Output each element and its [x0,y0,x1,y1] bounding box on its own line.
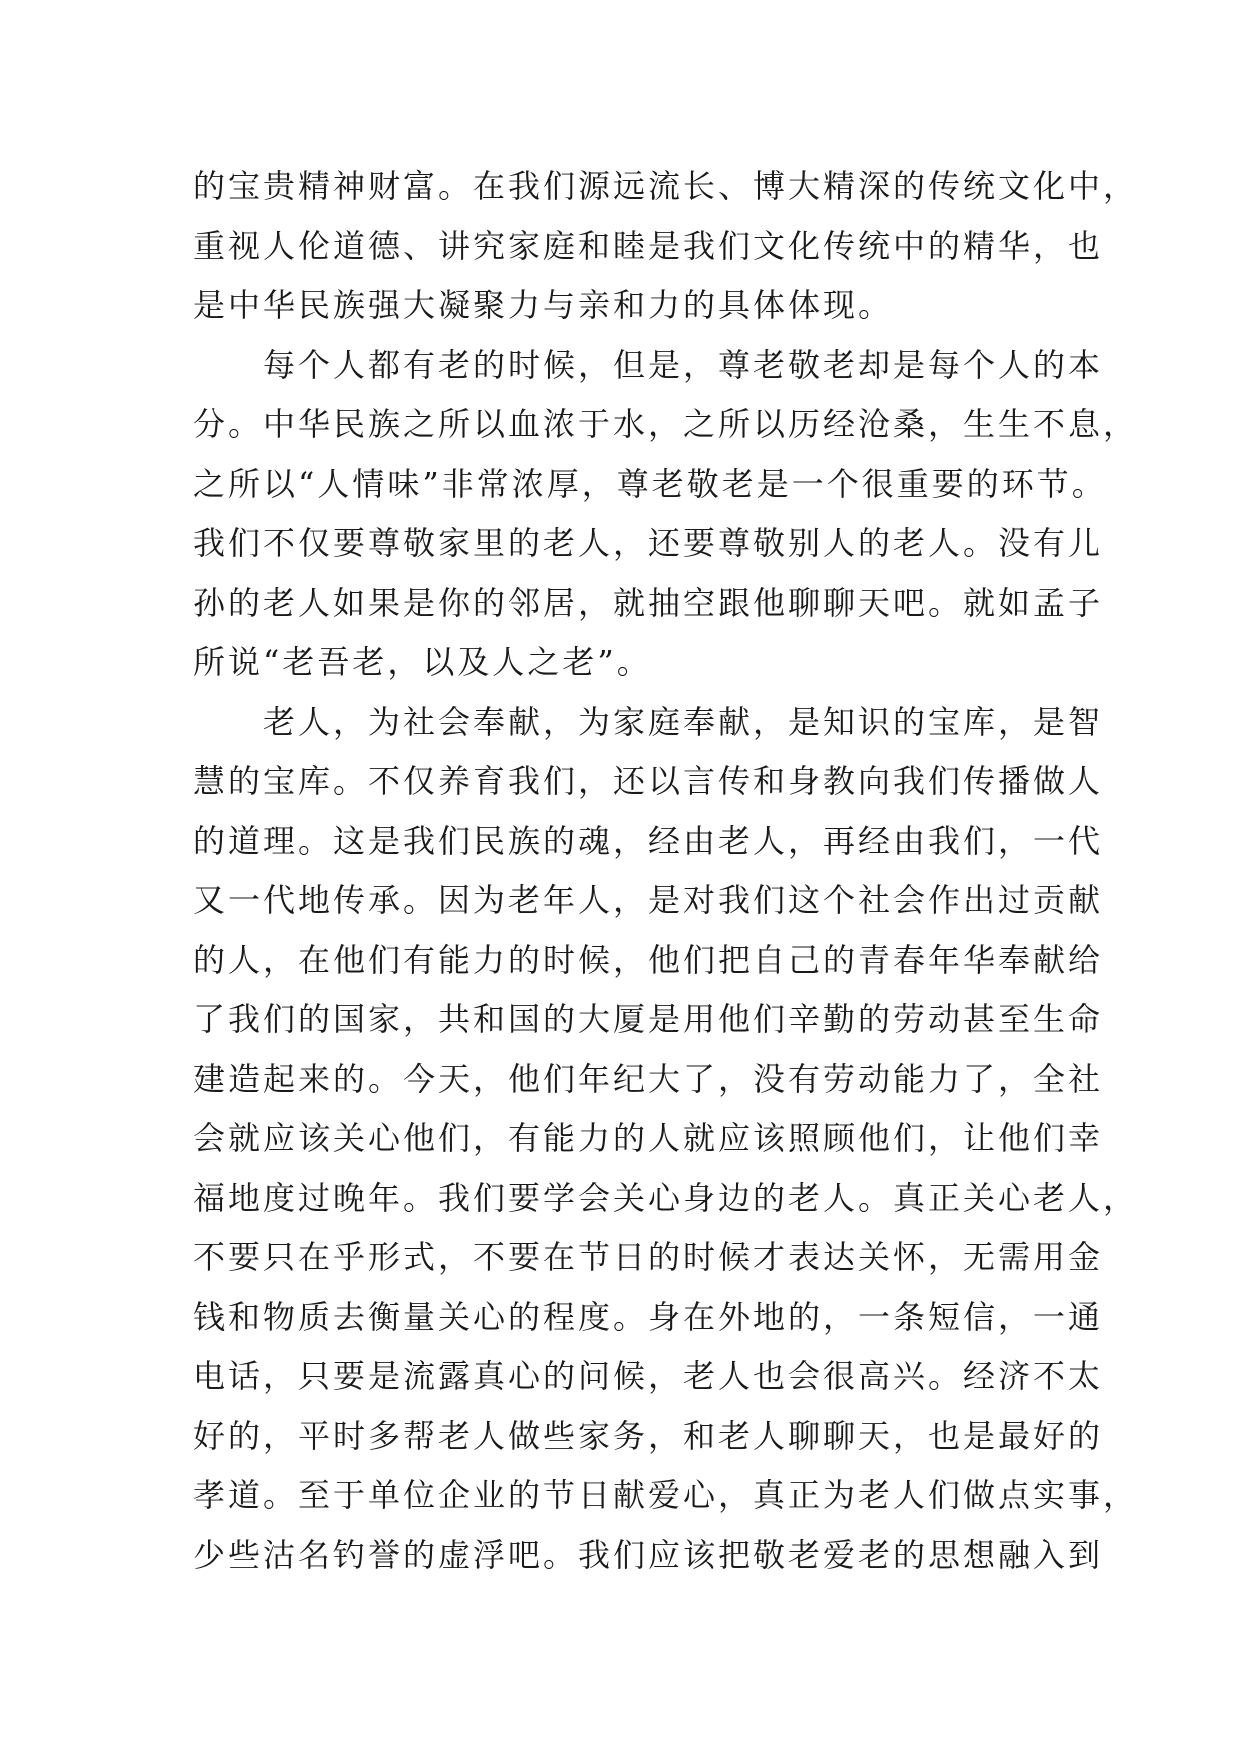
text-line: 孙的老人如果是你的邻居，就抽空跟他聊聊天吧。就如孟子 [193,583,1104,622]
text-line: 钱和物质去衡量关心的程度。身在外地的，一条短信，一通 [193,1297,1104,1336]
text-line: 了我们的国家，共和国的大厦是用他们辛勤的劳动甚至生命 [193,1000,1104,1038]
text-line: 少些沽名钓誉的虚浮吧。我们应该把敬老爱老的思想融入到 [193,1535,1104,1574]
paragraph-first-line: 每个人都有老的时候，但是，尊老敬老却是每个人的本 [263,345,1104,384]
text-line: 又一代地传承。因为老年人，是对我们这个社会作出过贡献 [193,881,1104,919]
text-line: 慧的宝库。不仅养育我们，还以言传和身教向我们传播做人 [193,762,1104,800]
text-line: 孝道。至于单位企业的节日献爱心，真正为老人们做点实事， [193,1476,1139,1514]
text-line: 是中华民族强大凝聚力与亲和力的具体体现。 [193,286,894,324]
text-line: 的人，在他们有能力的时候，他们把自己的青春年华奉献给 [193,940,1104,979]
body-text [193,157,1139,1585]
text-line: 之所以“人情味”非常浓厚，尊老敬老是一个很重要的环节。 [193,464,1107,503]
text-line: 的道理。这是我们民族的魂，经由老人，再经由我们，一代 [193,821,1104,860]
text-line: 所说“老吾老，以及人之老”。 [193,643,652,681]
paragraph-first-line: 老人，为社会奉献，为家庭奉献，是知识的宝库，是智 [263,702,1104,741]
text-line: 我们不仅要尊敬家里的老人，还要尊敬别人的老人。没有儿 [193,524,1104,562]
text-line: 的宝贵精神财富。在我们源远流长、博大精深的传统文化中， [193,167,1139,205]
text-line: 不要只在乎形式，不要在节日的时候才表达关怀，无需用金 [193,1238,1104,1276]
text-line: 建造起来的。今天，他们年纪大了，没有劳动能力了，全社 [193,1059,1104,1098]
text-line: 好的，平时多帮老人做些家务，和老人聊聊天，也是最好的 [193,1416,1104,1455]
text-line: 福地度过晚年。我们要学会关心身边的老人。真正关心老人， [193,1178,1139,1217]
text-line: 会就应该关心他们，有能力的人就应该照顾他们，让他们幸 [193,1119,1104,1157]
text-line: 重视人伦道德、讲究家庭和睦是我们文化传统中的精华，也 [193,226,1104,265]
text-line: 分。中华民族之所以血浓于水，之所以历经沧桑，生生不息， [193,405,1139,443]
text-line: 电话，只要是流露真心的问候，老人也会很高兴。经济不太 [193,1357,1104,1395]
